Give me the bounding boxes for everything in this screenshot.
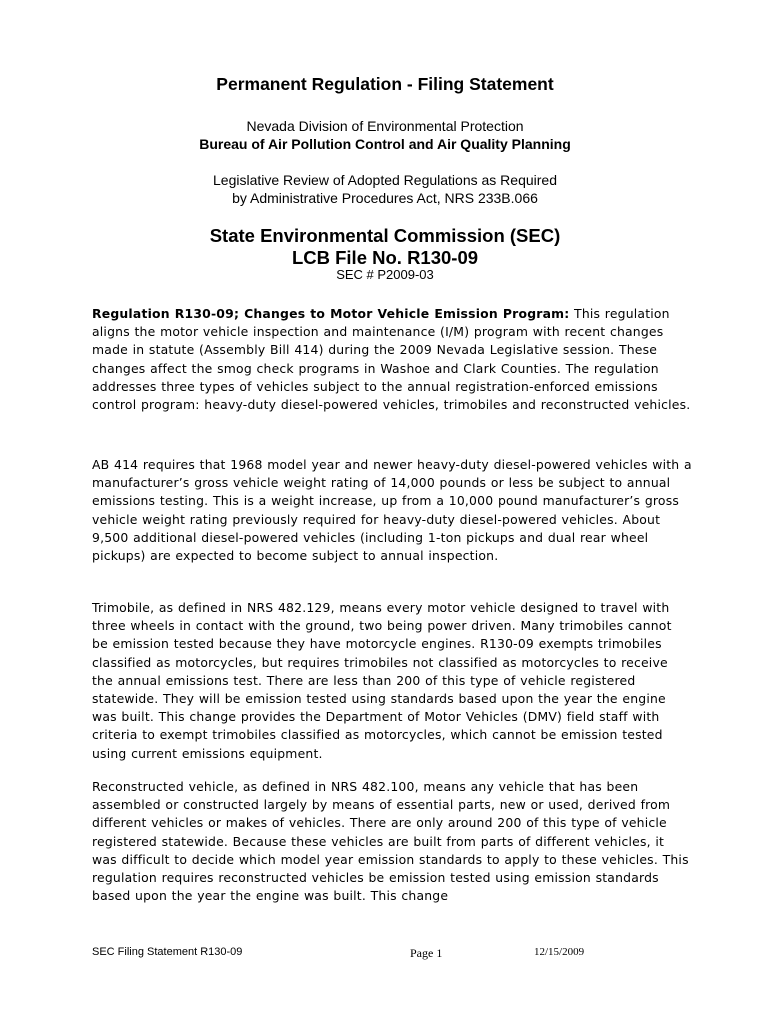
footer-page-number: Page 1 <box>410 946 443 960</box>
sec-number: SEC # P2009-03 <box>336 267 434 282</box>
commission-title: State Environmental Commission (SEC) <box>209 225 561 246</box>
paragraph-text: AB 414 requires that 1968 model year and newer heavy-duty diesel-powered vehicles with a manufacturer’s gross vehicle weight rating of 14,000 pounds or less be subject to annual emissions testing. This is a weight increase, up from a 10,000 pound manufacturer’s gross vehicle weight rating previously required for heavy-duty diesel-powered vehicles. About 9,500 additional diesel-powered vehicles (including 1-ton pickups and dual rear wheel pickups) are expected to become subject to annual inspection. <box>92 457 692 564</box>
paragraph-regulation-summary <box>92 305 692 414</box>
paragraph-text: Reconstructed vehicle, as defined in NRS 482.100, means any vehicle that has been assembled or constructed largely by means of essential parts, new or used, derived from different vehicles or makes of vehicles. There are only around 200 of this type of vehicle registered statewide. Because these vehicles are built from parts of different vehicles, it was difficult to decide which model year emission standards to apply to these vehicles. This regulation requires reconstructed vehicles be emission tested using emission standards based upon the year the engine was built. This change <box>92 779 689 904</box>
document-title: Permanent Regulation - Filing Statement <box>216 74 554 94</box>
paragraph-reconstructed-vehicle <box>92 778 692 905</box>
paragraph-text: This regulation aligns the motor vehicle inspection and maintenance (I/M) program with recent changes made in statute (Assembly Bill 414) during the 2009 Nevada Legislative session. These changes affect the smog check programs in Washoe and Clark Counties. The regulation addresses three types of vehicles subject to the annual registration-enforced emissions control program: heavy-duty diesel-powered vehicles, trimobiles and reconstructed vehicles. <box>92 306 691 413</box>
review-line-2: by Administrative Procedures Act, NRS 233B.066 <box>232 190 538 206</box>
review-line-1: Legislative Review of Adopted Regulations as Required <box>213 172 557 188</box>
paragraph-trimobile <box>92 599 692 763</box>
lcb-file-number: LCB File No. R130-09 <box>291 247 479 268</box>
footer-date: 12/15/2009 <box>534 946 585 958</box>
bureau-name: Bureau of Air Pollution Control and Air Quality Planning <box>199 136 571 152</box>
agency-name: Nevada Division of Environmental Protection <box>246 118 524 134</box>
paragraph-lead-heading: Regulation R130-09; Changes to Motor Vehicle Emission Program: <box>92 306 570 321</box>
paragraph-text: Trimobile, as defined in NRS 482.129, means every motor vehicle designed to travel with three wheels in contact with the ground, two being power driven. Many trimobiles cannot be emission tested because they have motorcycle engines. R130-09 exempts trimobiles classified as motorcycles, but requires trimobiles not classified as motorcycles to receive the annual emissions test. There are less than 200 of this type of vehicle registered statewide. They will be emission tested using standards based upon the year the engine was built. This change provides the Department of Motor Vehicles (DMV) field staff with criteria to exempt trimobiles classified as motorcycles, which cannot be emission tested using current emissions equipment. <box>92 600 672 761</box>
paragraph-ab414 <box>92 456 692 565</box>
footer-document-name: SEC Filing Statement R130-09 <box>92 946 243 958</box>
